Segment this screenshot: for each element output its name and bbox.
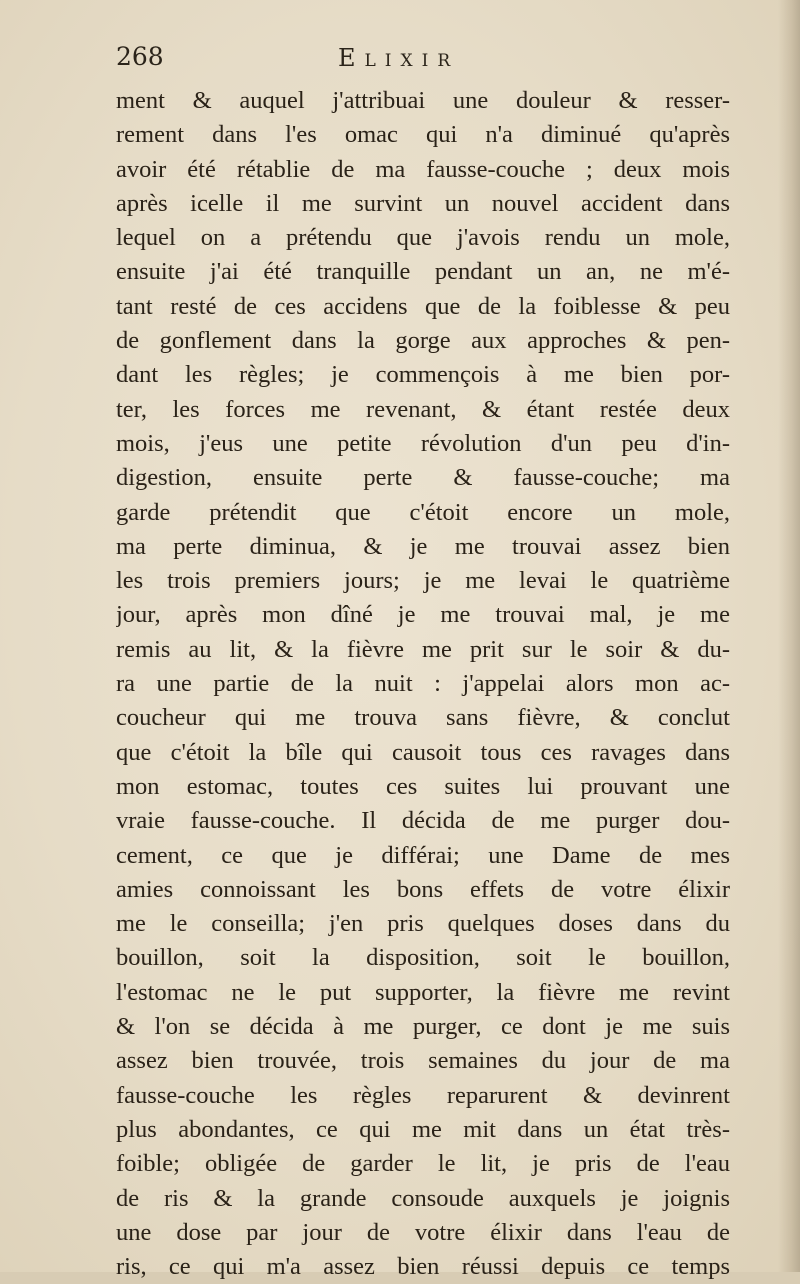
text-line: ter, les forces me revenant, & étant restée deux	[116, 395, 730, 423]
text-line: mon estomac, toutes ces suites lui prouvant une	[116, 772, 730, 800]
text-line: avoir été rétablie de ma fausse-couche ; deux mois	[116, 155, 730, 183]
text-line: jour, après mon dîné je me trouvai mal, je me	[116, 601, 730, 629]
text-line: tant resté de ces accidens que de la foiblesse & peu	[116, 292, 730, 320]
page-edge-shadow	[778, 0, 800, 1272]
page-number: 268	[116, 42, 164, 71]
running-title: Elixir	[338, 44, 460, 72]
text-line: coucheur qui me trouva sans fièvre, & conclut	[116, 704, 730, 732]
text-line: foible; obligée de garder le lit, je pris de l'eau	[116, 1150, 730, 1178]
text-line: après icelle il me survint un nouvel accident dans	[116, 189, 730, 217]
text-line: de ris & la grande consoude auxquels je joignis	[116, 1184, 730, 1212]
text-line: & l'on se décida à me purger, ce dont je me suis	[116, 1013, 730, 1041]
text-line: bouillon, soit la disposition, soit le bouillon,	[116, 944, 730, 972]
text-line: une dose par jour de votre élixir dans l'eau de	[116, 1218, 730, 1246]
text-line: lequel on a prétendu que j'avois rendu un mole,	[116, 224, 730, 252]
text-line: amies connoissant les bons effets de votre élixir	[116, 875, 730, 903]
text-line: que c'étoit la bîle qui causoit tous ces ravages dans	[116, 738, 730, 766]
text-line: plus abondantes, ce qui me mit dans un état très-	[116, 1115, 730, 1143]
text-line: vraie fausse-couche. Il décida de me purger dou-	[116, 807, 730, 835]
text-line: ensuite j'ai été tranquille pendant un an, ne m'é-	[116, 258, 730, 286]
text-line: ra une partie de la nuit : j'appelai alors mon ac-	[116, 670, 730, 698]
text-line: ment & auquel j'attribuai une douleur & resser-	[116, 87, 730, 114]
body-text	[116, 84, 730, 1284]
text-line: les trois premiers jours; je me levai le quatrième	[116, 567, 730, 595]
text-line: l'estomac ne le put supporter, la fièvre me revint	[116, 978, 730, 1006]
text-line: rement dans l'es omac qui n'a diminué qu'après	[116, 121, 730, 149]
text-line: cement, ce que je différai; une Dame de mes	[116, 841, 730, 869]
text-line: ma perte diminua, & je me trouvai assez bien	[116, 532, 730, 560]
text-line: garde prétendit que c'étoit encore un mole,	[116, 498, 730, 526]
text-line: ris, ce qui m'a assez bien réussi depuis ce temps	[116, 1253, 730, 1281]
text-line: assez bien trouvée, trois semaines du jour de ma	[116, 1047, 730, 1075]
text-line: de gonflement dans la gorge aux approches & pen-	[116, 327, 730, 355]
text-line: remis au lit, & la fièvre me prit sur le soir & du-	[116, 635, 730, 663]
text-line: mois, j'eus une petite révolution d'un peu d'in-	[116, 429, 730, 457]
text-line: fausse-couche les règles reparurent & devinrent	[116, 1081, 730, 1109]
running-head	[116, 42, 736, 78]
text-line: digestion, ensuite perte & fausse-couche; ma	[116, 464, 730, 492]
text-line: me le conseilla; j'en pris quelques doses dans du	[116, 910, 730, 938]
text-line: dant les règles; je commençois à me bien por-	[116, 361, 730, 389]
